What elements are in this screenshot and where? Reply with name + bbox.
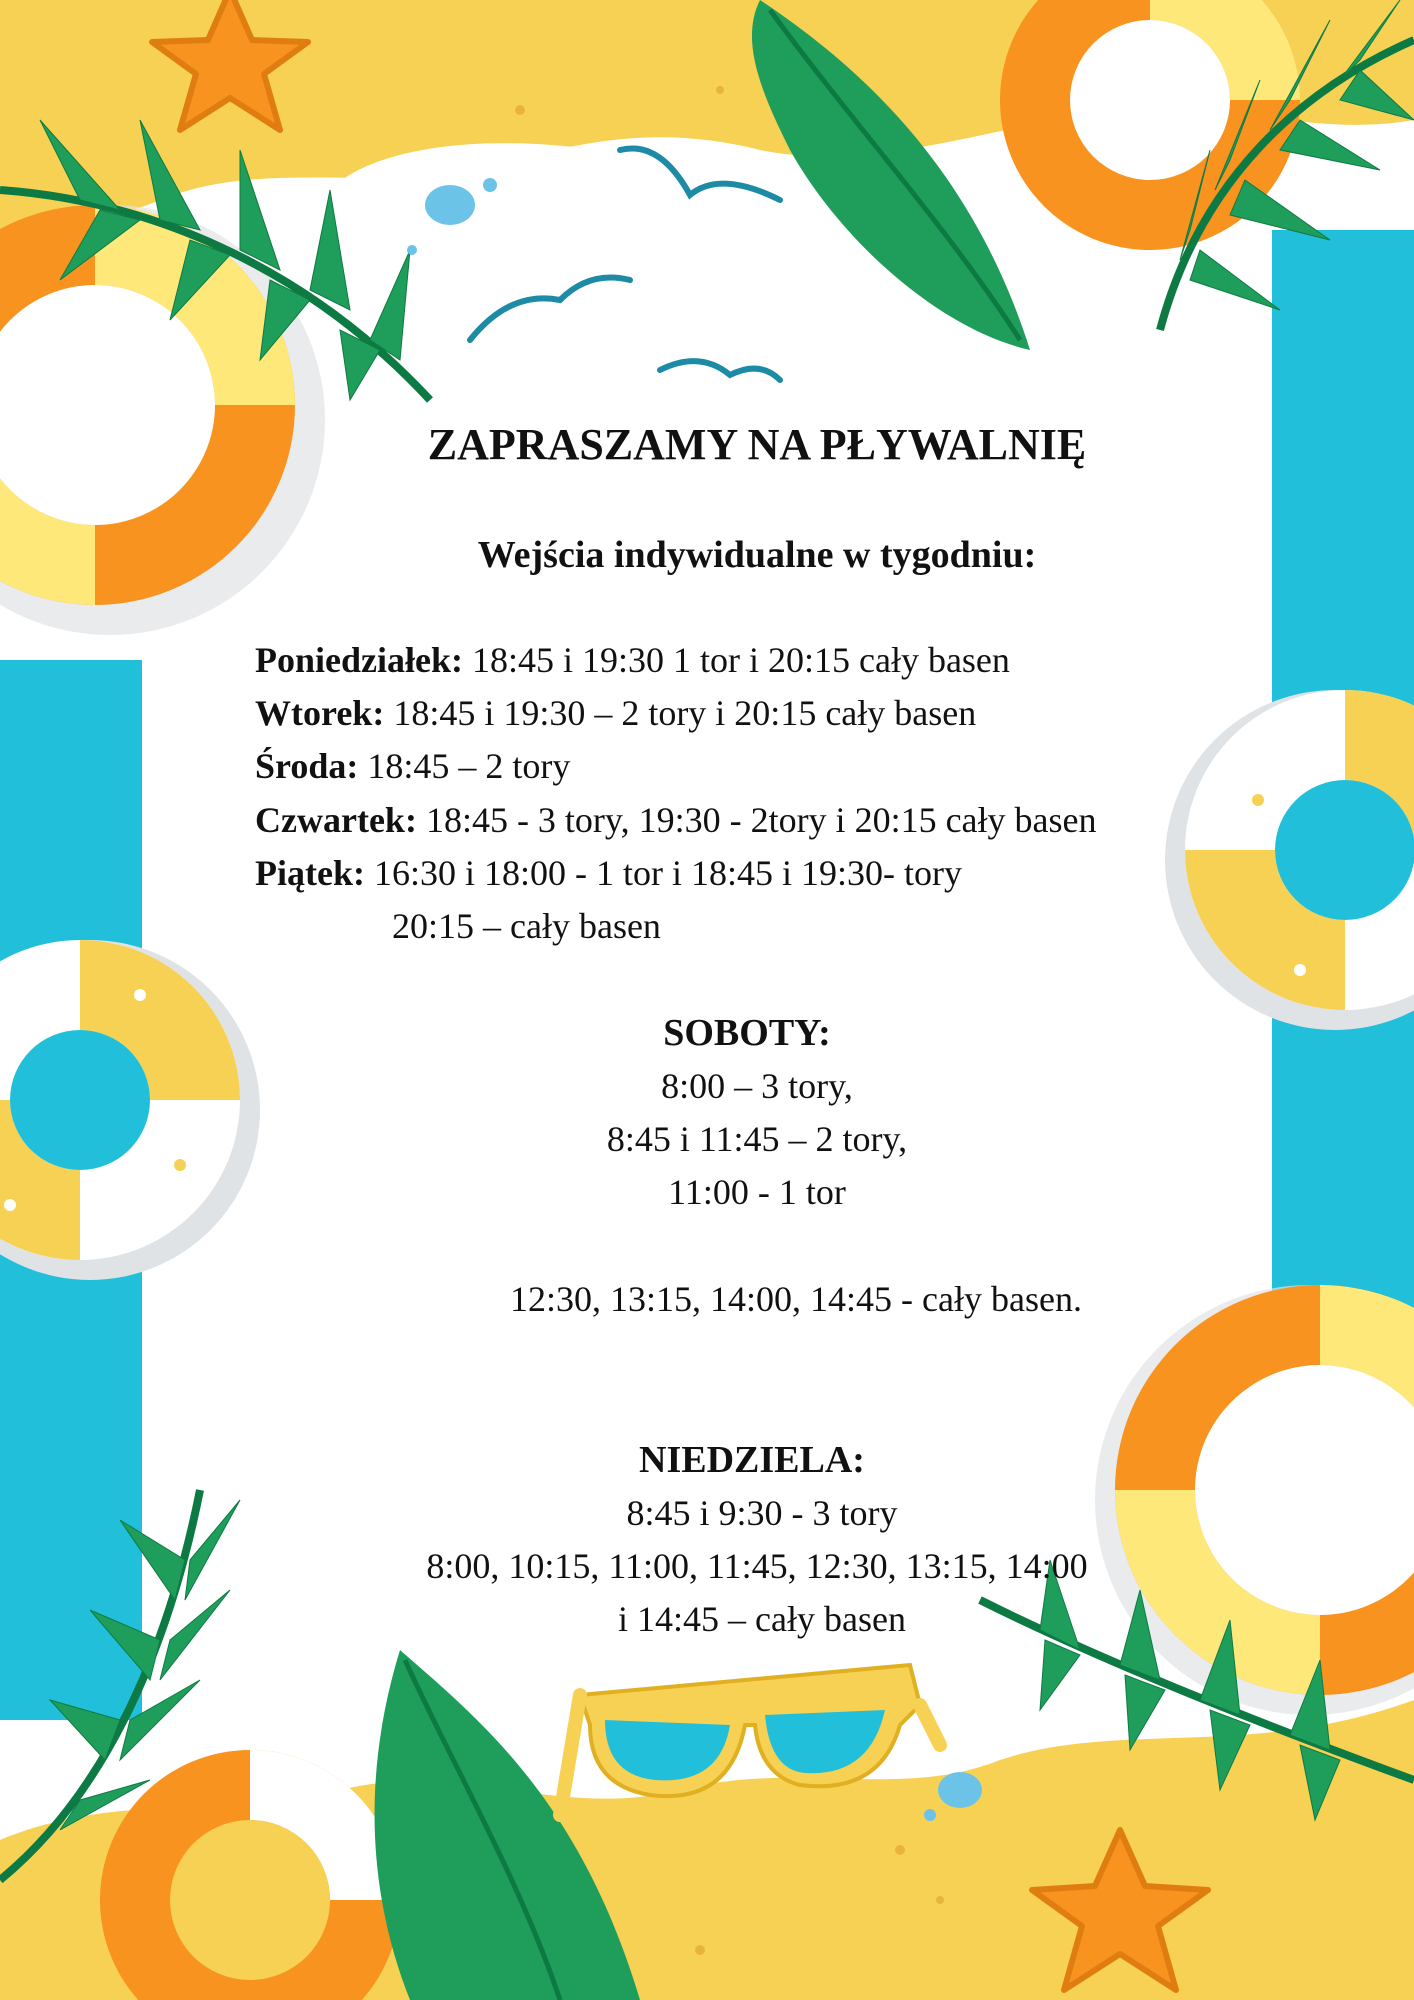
saturday-line: 8:45 i 11:45 – 2 tory, [606,1119,908,1159]
sunday-heading: NIEDZIELA: [639,1439,865,1481]
saturday-full-pool: 12:30, 13:15, 14:00, 14:45 - cały basen. [510,1279,1082,1319]
saturday-line: 11:00 - 1 tor [668,1172,846,1212]
day-label: Czwartek: [255,800,417,840]
day-label: Wtorek: [255,693,385,733]
schedule-row-friday [255,855,962,891]
schedule-row-tuesday [255,695,976,731]
sunday-line: i 14:45 – cały basen [618,1599,906,1639]
day-label: Piątek: [255,853,365,893]
life-ring-left-blue [0,940,260,1280]
saturday-heading: SOBOTY: [663,1012,831,1054]
weekday-heading: Wejścia indywidualne w tygodniu: [477,534,1037,576]
sunday-line: 8:45 i 9:30 - 3 tory [626,1493,898,1533]
schedule-row-friday-extra: 20:15 – cały basen [392,906,661,946]
day-label: Poniedziałek: [255,640,463,680]
schedule-row-monday [255,642,1010,678]
day-times: 18:45 – 2 tory [358,746,571,786]
life-ring-right-blue [1165,690,1414,1030]
schedule-row-wednesday [255,748,570,784]
day-times: 18:45 i 19:30 1 tor i 20:15 cały basen [462,640,1010,680]
day-label: Środa: [255,746,359,786]
page-title: ZAPRASZAMY NA PŁYWALNIĘ [427,420,1087,469]
saturday-line: 8:00 – 3 tory, [661,1066,853,1106]
day-times: 16:30 i 18:00 - 1 tor i 18:45 i 19:30- tory [364,853,962,893]
sunday-line: 8:00, 10:15, 11:00, 11:45, 12:30, 13:15, 14:00 [426,1546,1088,1586]
schedule-row-thursday [255,802,1097,838]
day-times: 18:45 - 3 tory, 19:30 - 2tory i 20:15 cały basen [416,800,1097,840]
day-times: 18:45 i 19:30 – 2 tory i 20:15 cały basen [384,693,977,733]
